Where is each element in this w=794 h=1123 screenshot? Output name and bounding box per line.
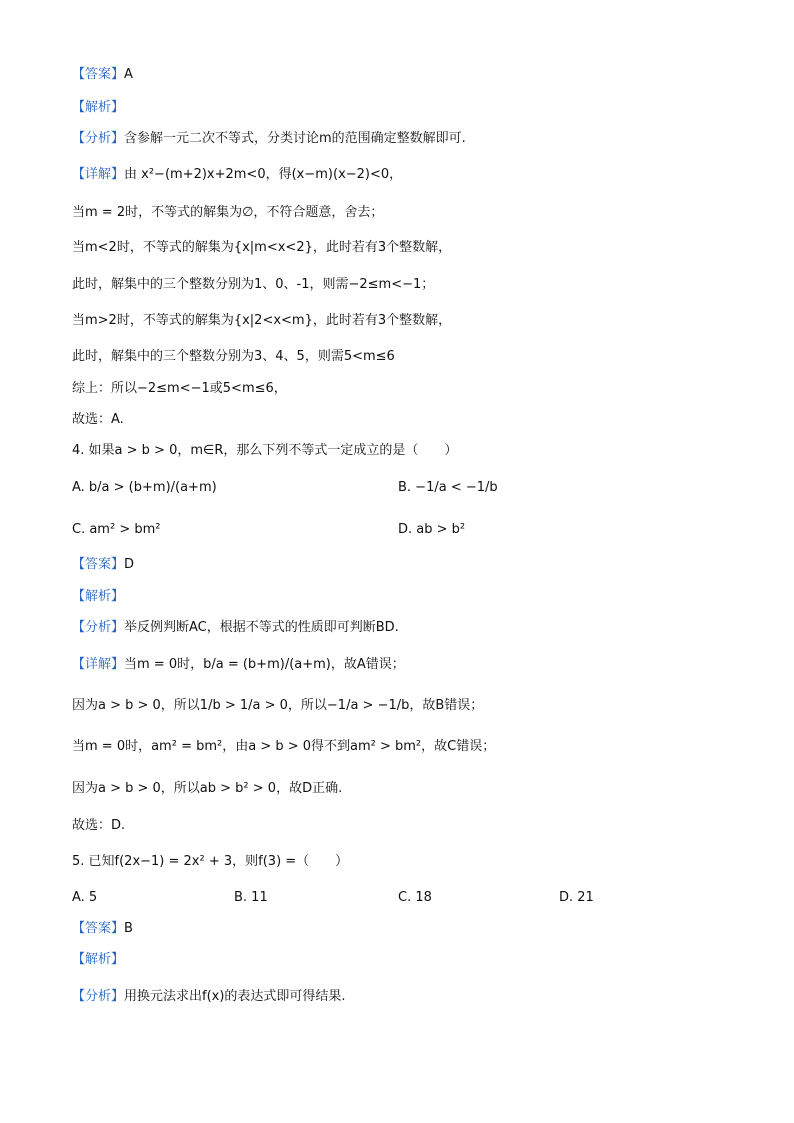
q5-option-c: C. 18 xyxy=(398,890,432,905)
q5-option-a: A. 5 xyxy=(72,890,98,905)
answer-line-q5: 【答案】B xyxy=(72,921,133,936)
detail-line-5-q3: 当m>2时，不等式的解集为{x|2<x<m}，此时若有3个整数解， xyxy=(72,313,452,328)
detail-line-6-q3: 此时，解集中的三个整数分别为3、4、5，则需5<m≤6 xyxy=(72,349,395,364)
fenxi-line-q3: 【分析】含参解一元二次不等式，分类讨论m的范围确定整数解即可. xyxy=(72,131,466,146)
analysis-heading-q3: 【解析】 xyxy=(72,100,125,115)
q4-option-d: D. ab > b² xyxy=(398,522,466,537)
q4-option-b: B. −1/a < −1/b xyxy=(398,480,498,495)
detail-line-2-q3: 当m = 2时，不等式的解集为∅，不符合题意，舍去； xyxy=(72,205,384,220)
q5-option-b: B. 11 xyxy=(234,890,268,905)
q4-option-a: A. b/a > (b+m)/(a+m) xyxy=(72,480,217,495)
detail-line-7-q3: 综上：所以−2≤m<−1或5<m≤6， xyxy=(72,381,287,396)
analysis-heading-q4: 【解析】 xyxy=(72,589,125,604)
detail-line-4-q3: 此时，解集中的三个整数分别为1、0、-1，则需−2≤m<−1； xyxy=(72,277,435,292)
answer-line-q3: 【答案】A xyxy=(72,67,133,82)
detail-line-3-q3: 当m<2时，不等式的解集为{x|m<x<2}，此时若有3个整数解， xyxy=(72,240,452,255)
analysis-heading-q5: 【解析】 xyxy=(72,952,125,967)
detail-line-1-q3: 【详解】由 x²−(m+2)x+2m<0，得(x−m)(x−2)<0， xyxy=(72,167,403,182)
detail-line-1-q4: 【详解】当m = 0时，b/a = (b+m)/(a+m)，故A错误； xyxy=(72,657,405,672)
q4-option-c: C. am² > bm² xyxy=(72,522,161,537)
fenxi-line-q4: 【分析】举反例判断AC，根据不等式的性质即可判断BD. xyxy=(72,620,399,635)
detail-line-2-q4: 因为a > b > 0，所以1/b > 1/a > 0，所以−1/a > −1/b，故B错误； xyxy=(72,698,484,713)
question-5-stem: 5. 已知f(2x−1) = 2x² + 3，则f(3) =（ ） xyxy=(72,854,349,869)
q5-option-d: D. 21 xyxy=(559,890,594,905)
question-4-stem: 4. 如果a > b > 0，m∈R，那么下列不等式一定成立的是（ ） xyxy=(72,443,458,458)
detail-line-8-q3: 故选：A. xyxy=(72,412,124,427)
fenxi-line-q5: 【分析】用换元法求出f(x)的表达式即可得结果. xyxy=(72,989,346,1004)
detail-line-4-q4: 因为a > b > 0，所以ab > b² > 0，故D正确. xyxy=(72,781,343,796)
detail-line-3-q4: 当m = 0时，am² = bm²，由a > b > 0得不到am² > bm²，故C错误； xyxy=(72,739,496,754)
answer-line-q4: 【答案】D xyxy=(72,557,135,572)
detail-line-5-q4: 故选：D. xyxy=(72,818,126,833)
